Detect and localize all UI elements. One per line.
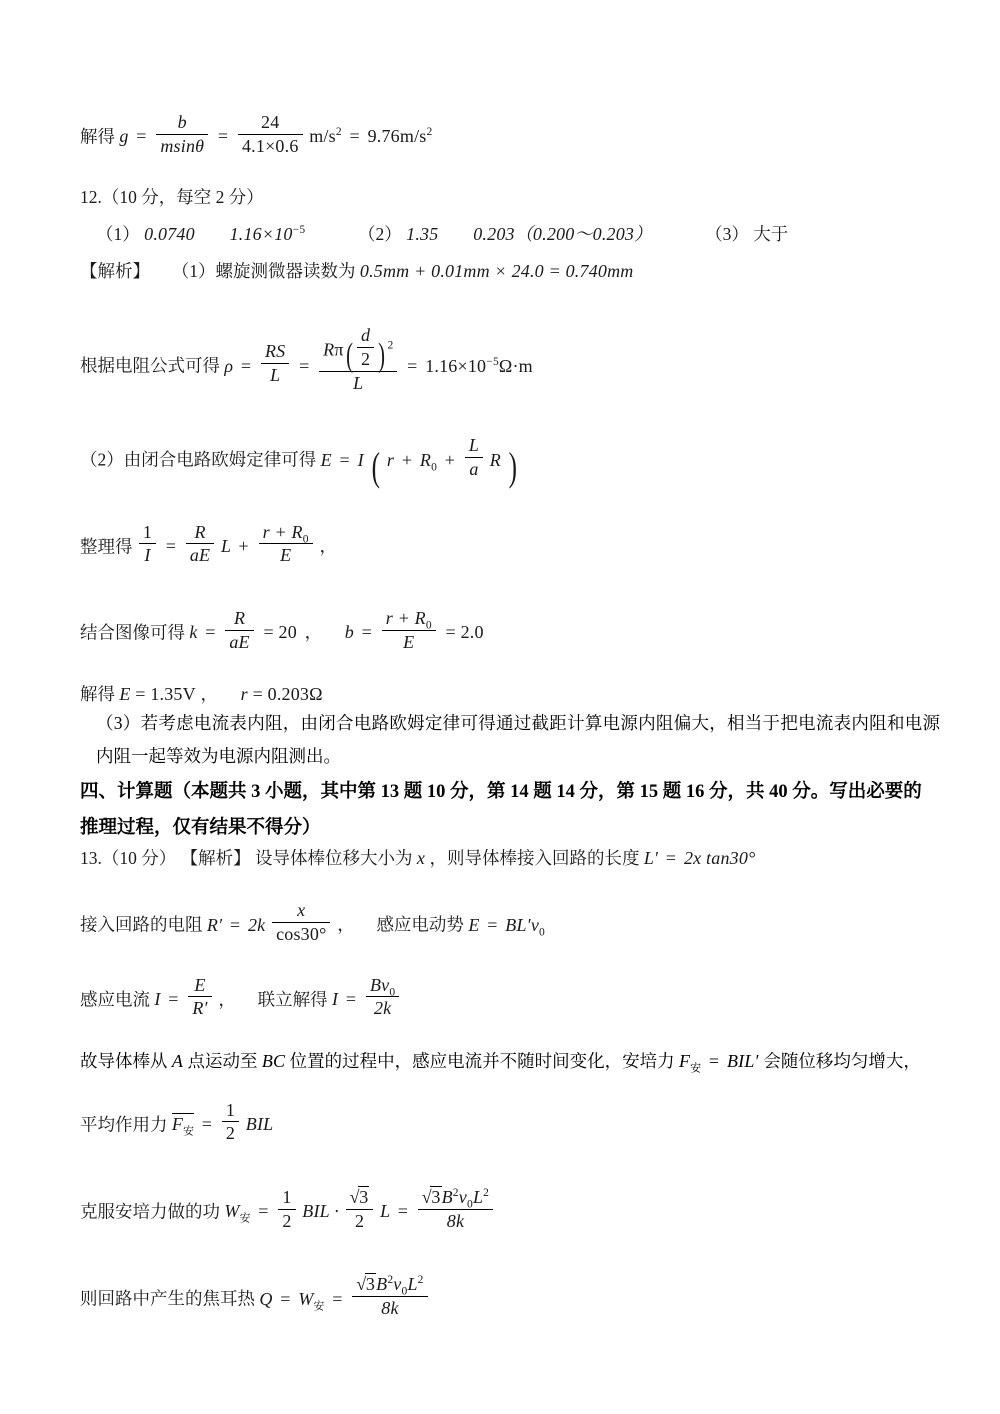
q13-header-number: 13.（10 分） [80, 847, 177, 868]
q13-work-formula: $W_安$ = $\frac{1}{2}$ BIL · $\frac{√3}{2}$ L = $\frac{√3B^2v_0L^2}{8k}$ [224, 1201, 495, 1221]
q12-step1-line [80, 259, 940, 284]
q11-lead-label: 解得 [80, 126, 115, 147]
q12-step2-prefix: 根据电阻公式可得 [80, 355, 220, 376]
q12-step1-prefix: （1）螺旋测微器读数为 [171, 260, 356, 281]
q12-part1-value2: $1.16\times 10^{-5}$ [229, 224, 306, 244]
q13-line6: 克服安培力做的功 $W_安$ = $\frac{1}{2}$ BIL · $\frac{√3}{2}$ L = $\frac{√3B^2v_0L^2}{8k}$ [80, 1186, 940, 1231]
spacer [80, 313, 940, 325]
q13-current-result: I = $\frac{Bv_0}{2k}$ [332, 989, 401, 1009]
q12-header: 12.（10 分，每空 2 分） [80, 187, 264, 208]
q12-step6-prefix: 解得 [80, 684, 115, 705]
spacer [80, 1019, 940, 1049]
spacer [80, 1261, 940, 1273]
q13-line3: 感应电流 I = $\frac{E}{R'}$ ， 联立解得 I = $\frac{Bv_0}{2k}$ [80, 975, 940, 1019]
q13-length-formula: L′ = 2x tan30° [643, 847, 756, 868]
q12-linearized-formula: $\frac{1}{I}$ = $\frac{R}{aE}$ L + $\frac{r + R_0}{E}$ ， [137, 536, 337, 556]
q12-slope-intercept-formula: k = $\frac{R}{aE}$ = 20 ， b = $\frac{r + R_0}{E}$ = 2.0 [189, 608, 484, 652]
q12-step3-prefix: （2）由闭合电路欧姆定律可得 [80, 449, 317, 470]
q11-formula: g = $\frac{b}{msin\theta}$ = $\frac{24}{4.1\times 0.6}$ $m/s^2 = 9.76m/s^2$ [119, 112, 433, 156]
q12-part1-value1: 0.0740 [144, 224, 195, 244]
spacer [80, 393, 940, 423]
spacer [80, 870, 940, 900]
q13-resistance-formula: R′ = 2k $\frac{x}{\cos 30^\circ}$ [207, 915, 337, 935]
spacer [80, 1174, 940, 1186]
q13-line1: 13.（10 分） 【解析】 设导体棒位移大小为 x ，则导体棒接入回路的长度 L′ = 2x tan30° [80, 847, 756, 868]
q12-part3-label: （3） [705, 224, 749, 244]
spacer [80, 1144, 940, 1174]
q12-part1-label: （1） [96, 224, 140, 244]
spacer [80, 652, 940, 682]
q13-current-formula: I = $\frac{E}{R'}$ [154, 989, 218, 1009]
q13-average-force: $F_安$ = $\frac{1}{2}$ BIL [171, 1099, 274, 1144]
q13-line2: 接入回路的电阻 R′ = 2k $\frac{x}{\cos 30^\circ}$ ， 感应电动势 $E = BL'v_0$ [80, 900, 545, 944]
q11-result-line [80, 112, 940, 156]
q12-part3-value: 大于 [753, 224, 789, 244]
spacer [80, 423, 940, 435]
spacer [80, 596, 940, 608]
q12-step5-prefix: 结合图像可得 [80, 622, 185, 643]
q13-line5: 平均作用力 $F_安$ = $\frac{1}{2}$ BIL [80, 1099, 274, 1144]
q12-step4-line [80, 522, 940, 566]
q13-line7: 则回路中产生的焦耳热 $Q = W_安$ = $\frac{√3B^2v_0L^2}{8k}$ [80, 1273, 940, 1318]
spacer [80, 156, 940, 186]
q12-step2-line [80, 325, 940, 393]
q12-part2-label: （2） [358, 224, 402, 244]
spacer [80, 283, 940, 313]
q12-step6-line [80, 682, 940, 707]
q12-emf-result: E = 1.35V ， r = 0.203Ω [119, 684, 323, 705]
spacer [80, 1231, 940, 1261]
spacer [80, 945, 940, 975]
q12-step1-expression: 0.5mm + 0.01mm × 24.0 = 0.740mm [359, 260, 634, 281]
spacer [80, 566, 940, 596]
section4-heading: 四、计算题（本题共 3 小题，其中第 13 题 10 分，第 14 题 14 分，第 15 题 16 分，共 40 分。写出必要的推理过程，仅有结果不得分） [80, 781, 922, 838]
q13-jiexi-tag: 【解析】 [180, 847, 251, 868]
q13-joule-heat-formula: $Q = W_安$ = $\frac{√3B^2v_0L^2}{8k}$ [259, 1289, 429, 1309]
q12-step4-prefix: 整理得 [80, 536, 133, 557]
spacer [80, 210, 940, 222]
q12-part2-value1: 1.35 [406, 224, 439, 244]
jiexi-tag: 【解析】 [80, 260, 150, 281]
q12-step3-line [80, 435, 940, 490]
q12-answers-line [80, 222, 956, 247]
q12-resistivity-formula: ρ = $\frac{RS}{L}$ = Rπ( $\frac{d}{2}$ ) $^2$ L = $1.16\times 10^{-5}\Omega\cdot m$ [224, 325, 533, 393]
q12-emf-formula: E = I ( $r + R_0$ + $\frac{L}{a}$ R ) [320, 435, 517, 490]
q12-step5-line [80, 608, 940, 652]
spacer [80, 247, 940, 259]
q12-step7-paragraph: （3）若考虑电流表内阻，由闭合电路欧姆定律可得通过截距计算电源内阻偏大，相当于把电流表内阻和电源内阻一起等效为电源内阻测出。 [96, 713, 940, 767]
q13-emf-formula: $E = BL'v_0$ [468, 914, 545, 939]
q13-ampere-force: $F_安 = BIL'$ [678, 1051, 759, 1075]
q13-line4: 故导体棒从 A 点运动至 BC 位置的过程中，感应电流并不随时间变化，安培力 $F_安 = BIL'$ 会随位移均匀增大， [80, 1051, 921, 1075]
page-content [80, 112, 940, 1319]
q12-part2-value2: 0.203（0.200～0.203） [473, 224, 653, 244]
spacer [80, 510, 940, 522]
